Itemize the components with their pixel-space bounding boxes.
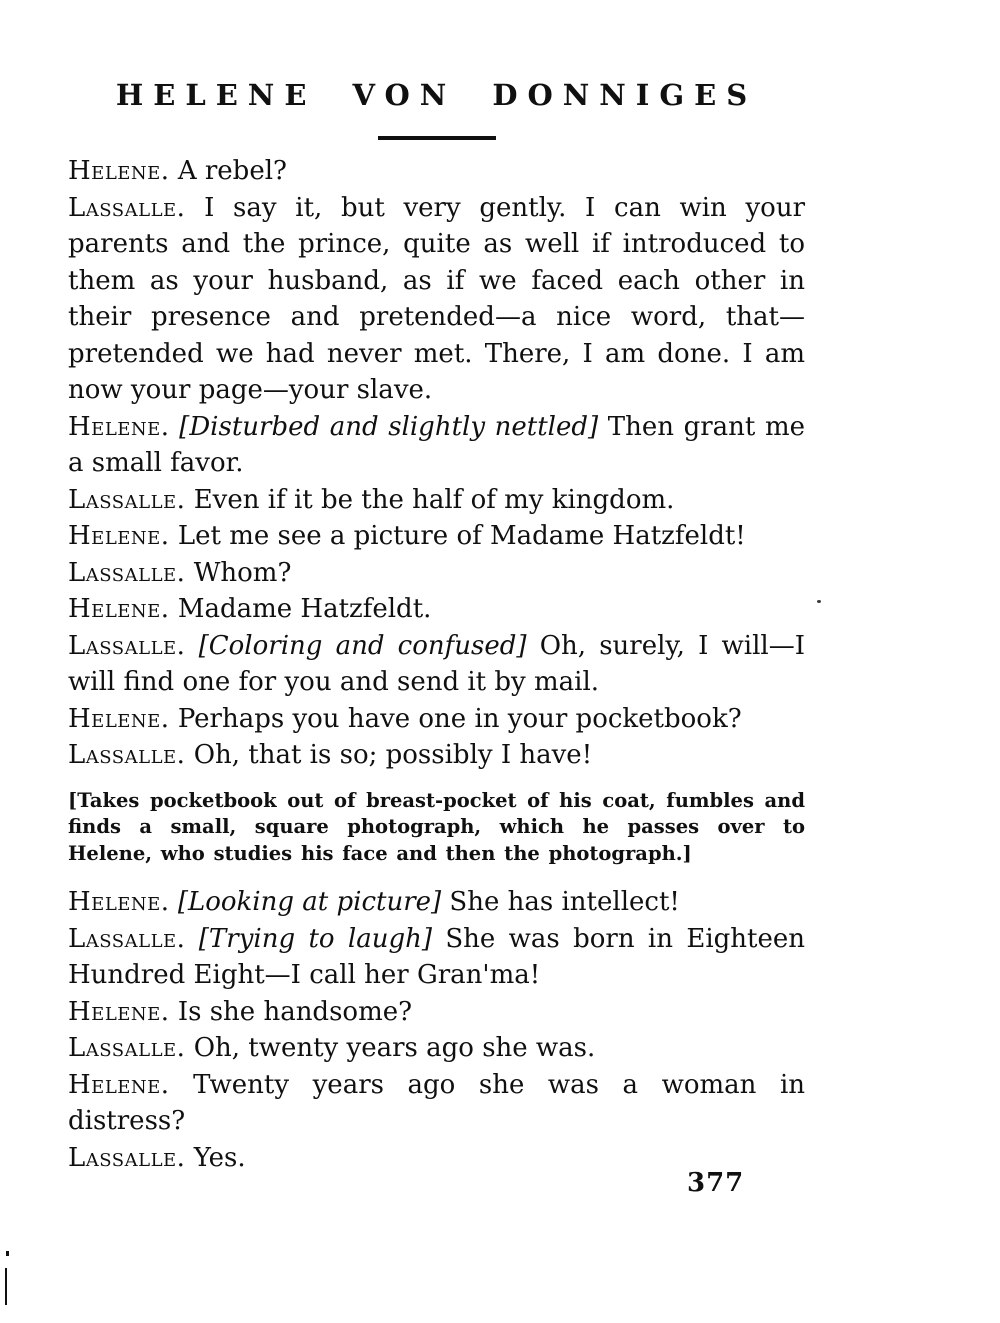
dialogue-line xyxy=(68,153,805,190)
scan-artifact xyxy=(817,600,821,603)
dialogue-line xyxy=(68,190,805,409)
dialogue-line xyxy=(68,555,805,592)
dialogue-line xyxy=(68,994,805,1031)
dialogue-text: Let me see a picture of Madame Hatzfeldt! xyxy=(177,521,746,551)
dialogue-text: Is she handsome? xyxy=(177,996,413,1027)
dialogue-line xyxy=(68,701,805,738)
speaker-name: Lassalle. xyxy=(68,923,186,954)
dialogue-text: Oh, twenty years ago she was. xyxy=(193,1033,596,1063)
dialogue-line xyxy=(68,591,805,628)
dialogue-section-2 xyxy=(68,884,805,1176)
dialogue-line xyxy=(68,884,805,921)
stage-direction-inline: [Looking at picture] xyxy=(177,887,442,917)
dialogue-section-1 xyxy=(68,153,805,774)
speaker-name: Helene. xyxy=(68,594,170,624)
speaker-name: Lassalle. xyxy=(68,1142,186,1173)
speaker-name: Helene. xyxy=(68,156,170,186)
speaker-name: Lassalle. xyxy=(68,630,186,661)
scan-artifact xyxy=(5,1268,7,1305)
dialogue-text: Even if it be the half of my kingdom. xyxy=(193,484,675,515)
speaker-name: Helene. xyxy=(68,411,170,442)
dialogue-text: Whom? xyxy=(193,557,292,588)
dialogue-line xyxy=(68,921,805,994)
speaker-name: Lassalle. xyxy=(68,557,186,588)
dialogue-text: Oh, surely, I will—I will find one for you and send it by mail. xyxy=(68,630,806,697)
dialogue-line xyxy=(68,1030,805,1067)
dialogue-line xyxy=(68,482,805,519)
dialogue-text: Madame Hatzfeldt. xyxy=(177,594,432,624)
dialogue-text: A rebel? xyxy=(177,156,287,186)
stage-direction-inline: [Trying to laugh] xyxy=(198,923,432,954)
dialogue-line xyxy=(68,737,805,774)
dialogue-text: Oh, that is so; possibly I have! xyxy=(193,740,593,770)
speaker-name: Lassalle. xyxy=(68,740,186,770)
speaker-name: Lassalle. xyxy=(68,192,186,223)
dialogue-text: Perhaps you have one in your pocketbook? xyxy=(177,703,742,734)
title-divider-rule xyxy=(378,136,496,140)
dialogue-text: Twenty years ago she was a woman in distress? xyxy=(68,1069,806,1136)
dialogue-text: I say it, but very gently. I can win your parents and the prince, quite as well if introduced to them as your husband, as if we faced each other in their presence and pretended—a nice word, that—pretended we had never met. There, I am done. I am now your page—your slave. xyxy=(68,192,805,405)
dialogue-line xyxy=(68,1067,805,1140)
page-number: 377 xyxy=(687,1168,745,1198)
stage-direction-block: [Takes pocketbook out of breast-pocket of his coat, fumbles and finds a small, square photograph, which he passes over to Helene, who studies his face and then the photograph.] xyxy=(68,788,805,865)
speaker-name: Helene. xyxy=(68,703,170,734)
stage-direction-inline: [Coloring and confused] xyxy=(198,630,527,661)
dialogue-text: She was born in Eighteen Hundred Eight—I call her Gran'ma! xyxy=(68,923,806,990)
dialogue-line xyxy=(68,518,805,555)
speaker-name: Helene. xyxy=(68,996,170,1027)
page-title: HELENE VON DONNIGES xyxy=(115,78,758,112)
speaker-name: Lassalle. xyxy=(68,484,186,515)
stage-direction-inline: [Disturbed and slightly nettled] xyxy=(179,411,599,442)
dialogue-line xyxy=(68,628,805,701)
speaker-name: Helene. xyxy=(68,521,170,551)
speaker-name: Lassalle. xyxy=(68,1033,186,1063)
text-column xyxy=(68,0,805,1176)
dialogue-text: Then grant me a small favor. xyxy=(68,411,805,478)
speaker-name: Helene. xyxy=(68,887,170,917)
speaker-name: Helene. xyxy=(68,1069,170,1100)
dialogue-text: Yes. xyxy=(193,1142,246,1173)
scan-artifact xyxy=(6,1251,9,1256)
dialogue-line xyxy=(68,409,805,482)
dialogue-text: She has intellect! xyxy=(449,887,680,917)
